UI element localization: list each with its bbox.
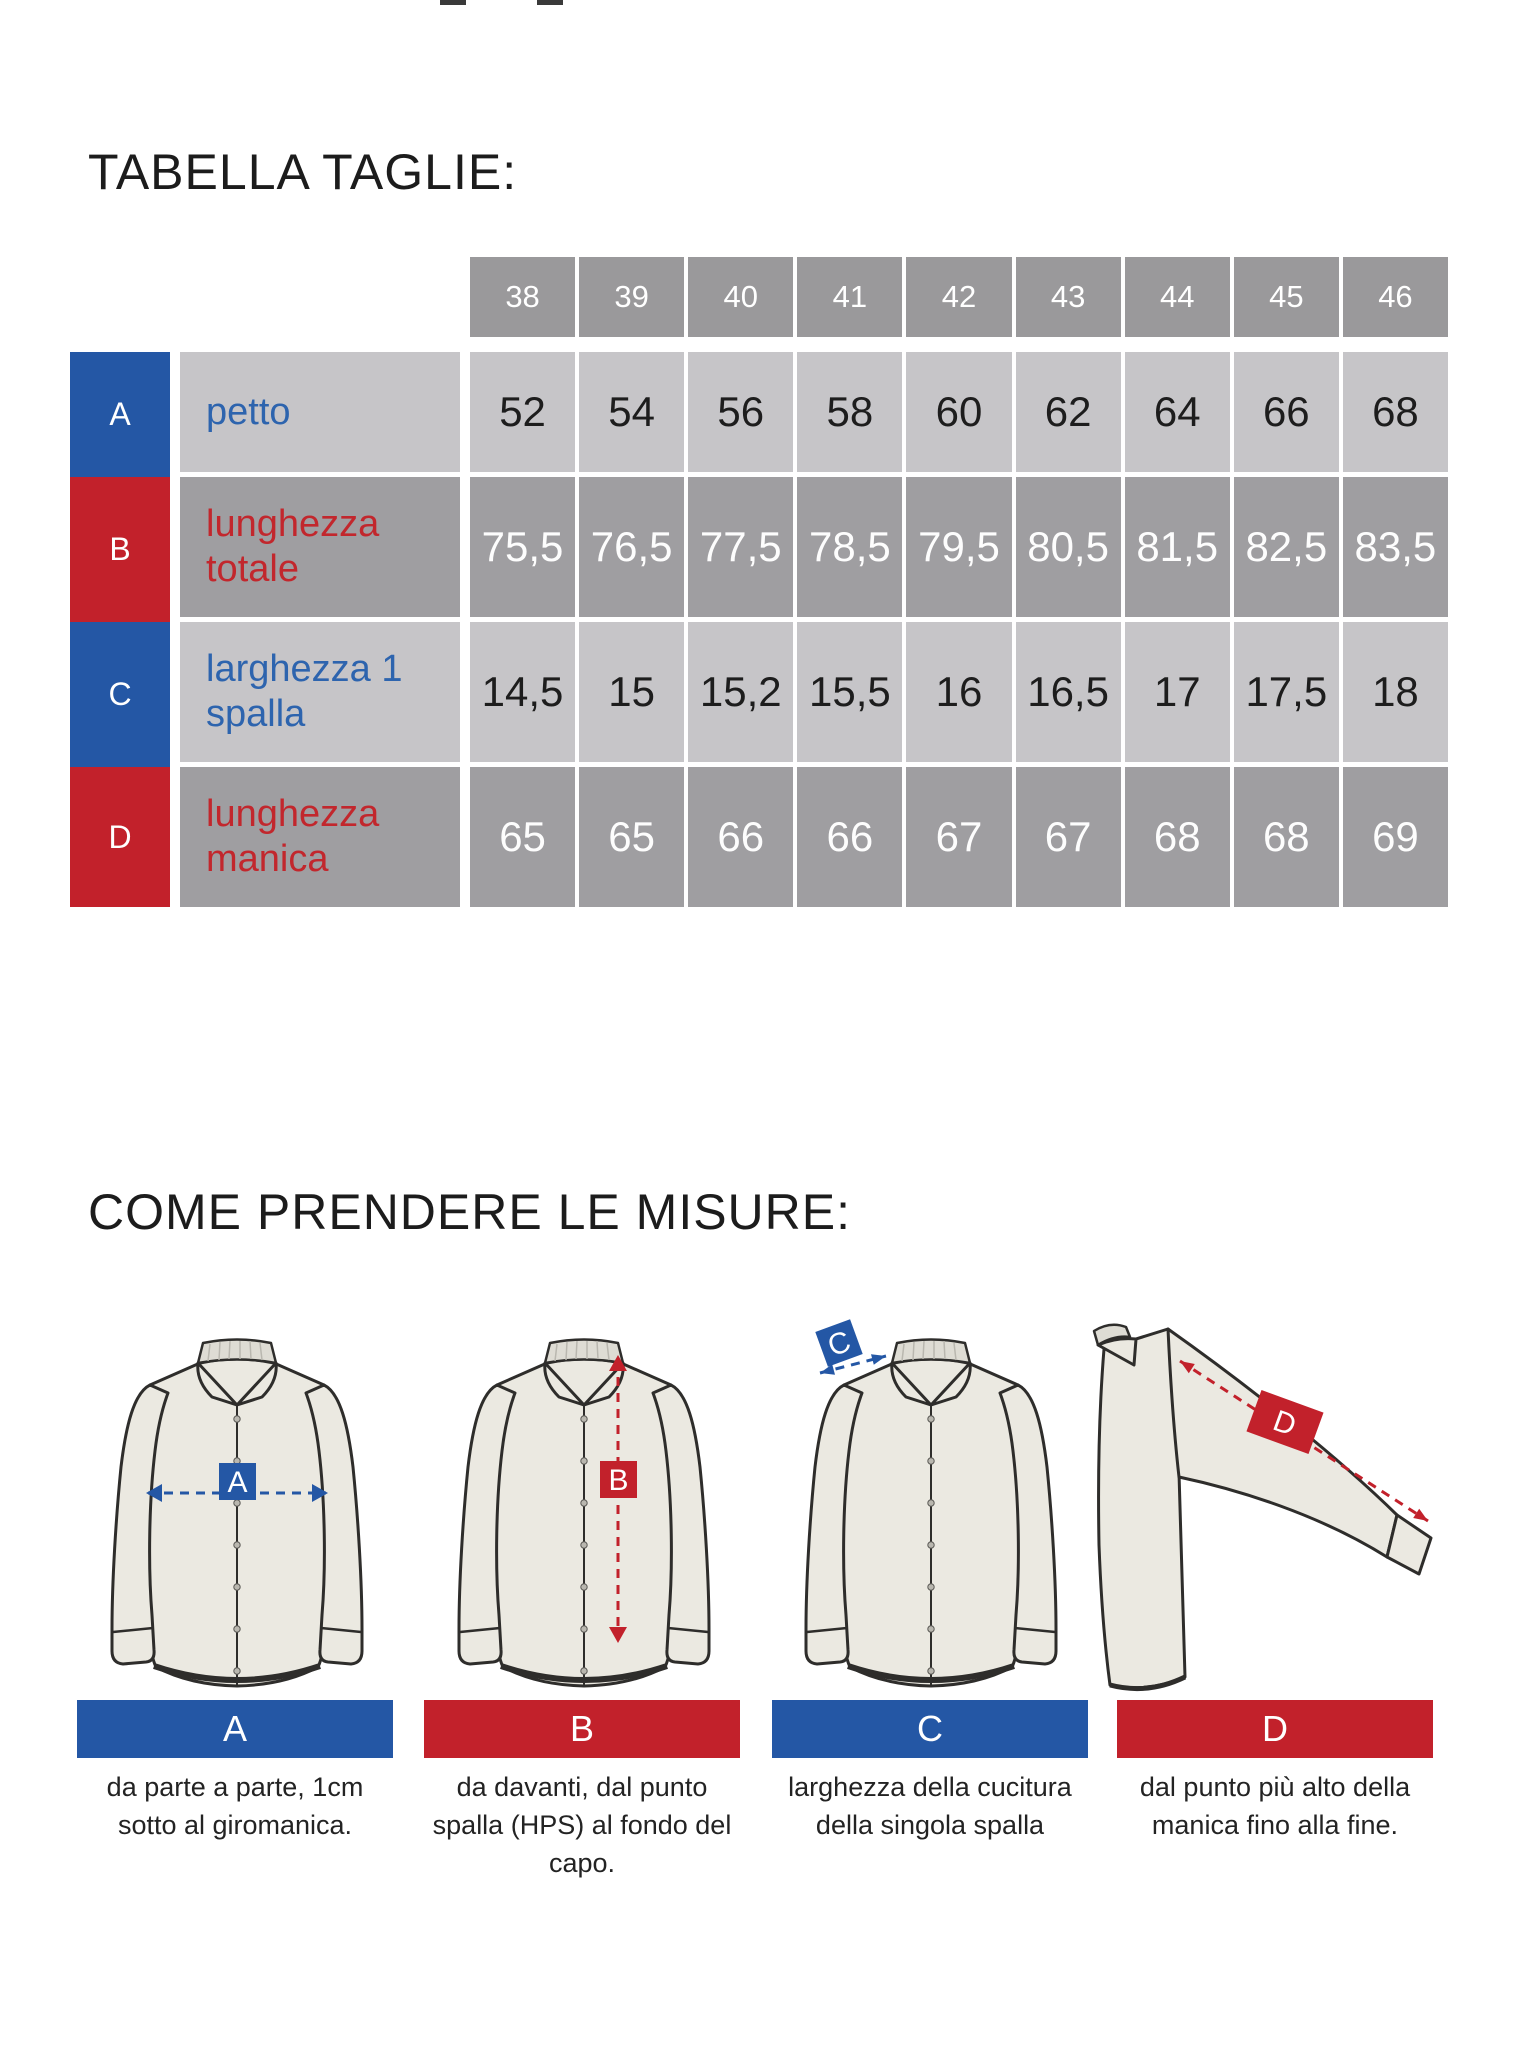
value-cell: 15,2 xyxy=(688,622,793,762)
row-values-d xyxy=(470,767,1448,907)
row-letter-a: A xyxy=(70,352,170,477)
size-column-header: 46 xyxy=(1343,257,1448,337)
row-label-d: lunghezza manica xyxy=(180,767,460,907)
value-cell: 69 xyxy=(1343,767,1448,907)
size-column-header: 41 xyxy=(797,257,902,337)
value-cell: 79,5 xyxy=(906,477,1011,617)
size-column-header: 45 xyxy=(1234,257,1339,337)
value-cell: 52 xyxy=(470,352,575,472)
value-cell: 76,5 xyxy=(579,477,684,617)
value-cell: 16 xyxy=(906,622,1011,762)
row-letter-b: B xyxy=(70,477,170,622)
measure-bar-a xyxy=(77,1700,393,1758)
value-cell: 75,5 xyxy=(470,477,575,617)
value-cell: 58 xyxy=(797,352,902,472)
measure-caption-a: da parte a parte, 1cm sotto al giromanica. xyxy=(106,1772,364,1840)
row-letter-c: C xyxy=(70,622,170,767)
row-values-c xyxy=(470,622,1448,762)
measure-letter-b: B xyxy=(608,1464,629,1497)
row-values-b xyxy=(470,477,1448,617)
value-cell: 66 xyxy=(797,767,902,907)
measure-letter-c: C xyxy=(823,1324,856,1364)
measure-caption-d: dal punto più alto della manica fino alla fine. xyxy=(1139,1772,1411,1840)
measure-bar-letter: D xyxy=(1262,1708,1288,1749)
measure-arrow-c xyxy=(815,1319,886,1375)
cropped-text-remnant xyxy=(440,0,466,5)
size-column-header: 39 xyxy=(579,257,684,337)
value-cell: 66 xyxy=(688,767,793,907)
measure-caption-c: larghezza della cucitura della singola spalla xyxy=(788,1772,1072,1840)
size-column-header: 43 xyxy=(1016,257,1121,337)
value-cell: 68 xyxy=(1234,767,1339,907)
measure-letter-a: A xyxy=(227,1466,248,1499)
value-cell: 17 xyxy=(1125,622,1230,762)
size-column-header: 44 xyxy=(1125,257,1230,337)
shirt-front-illustration-c xyxy=(782,1324,1080,1691)
size-table-title: TABELLA TAGLIE: xyxy=(88,144,518,200)
value-cell: 18 xyxy=(1343,622,1448,762)
cropped-text-remnant xyxy=(537,0,563,5)
shirt-front-illustration-a xyxy=(88,1333,386,1691)
measure-caption-b: da davanti, dal punto spalla (HPS) al fondo del capo. xyxy=(432,1772,732,1878)
measure-bar-c xyxy=(772,1700,1088,1758)
value-cell: 54 xyxy=(579,352,684,472)
row-values-a xyxy=(470,352,1448,472)
row-label-b: lunghezza totale xyxy=(180,477,460,617)
value-cell: 16,5 xyxy=(1016,622,1121,762)
size-header-row xyxy=(470,257,1448,337)
value-cell: 67 xyxy=(1016,767,1121,907)
value-cell: 81,5 xyxy=(1125,477,1230,617)
measure-bar-d xyxy=(1117,1700,1433,1758)
value-cell: 77,5 xyxy=(688,477,793,617)
size-column-header: 42 xyxy=(906,257,1011,337)
value-cell: 66 xyxy=(1234,352,1339,472)
value-cell: 60 xyxy=(906,352,1011,472)
value-cell: 14,5 xyxy=(470,622,575,762)
row-letter-d: D xyxy=(70,767,170,907)
size-column-header: 40 xyxy=(688,257,793,337)
measure-bar-letter: C xyxy=(917,1708,943,1749)
value-cell: 67 xyxy=(906,767,1011,907)
value-cell: 68 xyxy=(1125,767,1230,907)
measure-guide-title: COME PRENDERE LE MISURE: xyxy=(88,1184,852,1240)
value-cell: 68 xyxy=(1343,352,1448,472)
value-cell: 15,5 xyxy=(797,622,902,762)
measure-bar-b xyxy=(424,1700,740,1758)
value-cell: 15 xyxy=(579,622,684,762)
value-cell: 64 xyxy=(1125,352,1230,472)
value-cell: 78,5 xyxy=(797,477,902,617)
measure-bar-letter: A xyxy=(222,1708,247,1749)
row-letter-column xyxy=(70,352,170,907)
value-cell: 83,5 xyxy=(1343,477,1448,617)
shirt-cuff xyxy=(1387,1515,1431,1574)
value-cell: 82,5 xyxy=(1234,477,1339,617)
value-cell: 65 xyxy=(470,767,575,907)
measure-bar-letter: B xyxy=(569,1708,594,1749)
row-label-a: petto xyxy=(180,352,460,472)
shirt-front-illustration-b xyxy=(435,1333,733,1691)
measure-letter-d: D xyxy=(1268,1404,1301,1443)
value-cell: 80,5 xyxy=(1016,477,1121,617)
value-cell: 65 xyxy=(579,767,684,907)
row-label-c: larghezza 1 spalla xyxy=(180,622,460,762)
shirt-sleeve-illustration-d xyxy=(1090,1325,1440,1695)
size-column-header: 38 xyxy=(470,257,575,337)
value-cell: 62 xyxy=(1016,352,1121,472)
value-cell: 17,5 xyxy=(1234,622,1339,762)
value-cell: 56 xyxy=(688,352,793,472)
